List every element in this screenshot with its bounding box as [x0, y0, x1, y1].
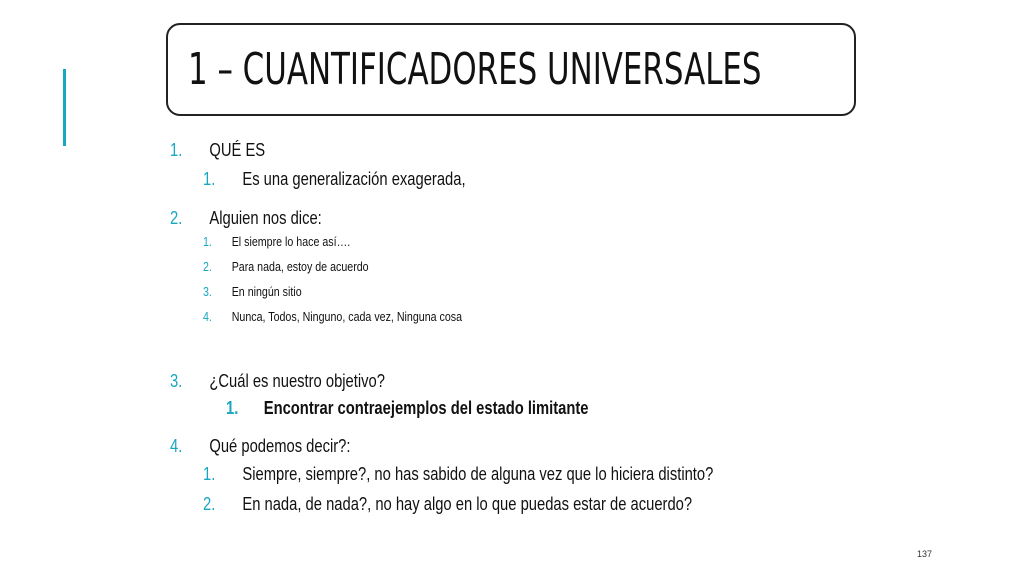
- list-text: ¿Cuál es nuestro objetivo?: [209, 371, 385, 391]
- list-text: Es una generalización exagerada,: [242, 169, 466, 189]
- title-box: [166, 23, 856, 116]
- list-number: 1.: [226, 398, 239, 418]
- list-number: 2.: [203, 259, 212, 274]
- list-text: Encontrar contraejemplos del estado limitante: [263, 398, 589, 418]
- list-text: En nada, de nada?, no hay algo en lo que puedas estar de acuerdo?: [242, 494, 693, 514]
- list-text: En ningún sitio: [231, 284, 302, 299]
- list-number: 1.: [203, 234, 212, 249]
- list-number: 2.: [203, 494, 216, 514]
- accent-bar: [63, 69, 66, 146]
- list-text: El siempre lo hace así….: [231, 234, 351, 249]
- list-text: Para nada, estoy de acuerdo: [231, 259, 369, 274]
- list-text: Qué podemos decir?:: [209, 436, 351, 456]
- list-text: Alguien nos dice:: [209, 208, 322, 228]
- list-number: 4.: [170, 436, 183, 456]
- list-number: 1.: [203, 464, 216, 484]
- list-number: 3.: [170, 371, 183, 391]
- slide-title: 1 – CUANTIFICADORES UNIVERSALES: [188, 44, 762, 95]
- page-number: 137: [917, 549, 933, 559]
- list-number: 4.: [203, 309, 212, 324]
- list-text: Siempre, siempre?, no has sabido de alguna vez que lo hiciera distinto?: [242, 464, 714, 484]
- list-number: 1.: [170, 140, 183, 160]
- list-text: Nunca, Todos, Ninguno, cada vez, Ninguna cosa: [231, 309, 463, 324]
- list-text: QUÉ ES: [209, 140, 266, 160]
- list-number: 3.: [203, 284, 212, 299]
- list-number: 1.: [203, 169, 216, 189]
- list-number: 2.: [170, 208, 183, 228]
